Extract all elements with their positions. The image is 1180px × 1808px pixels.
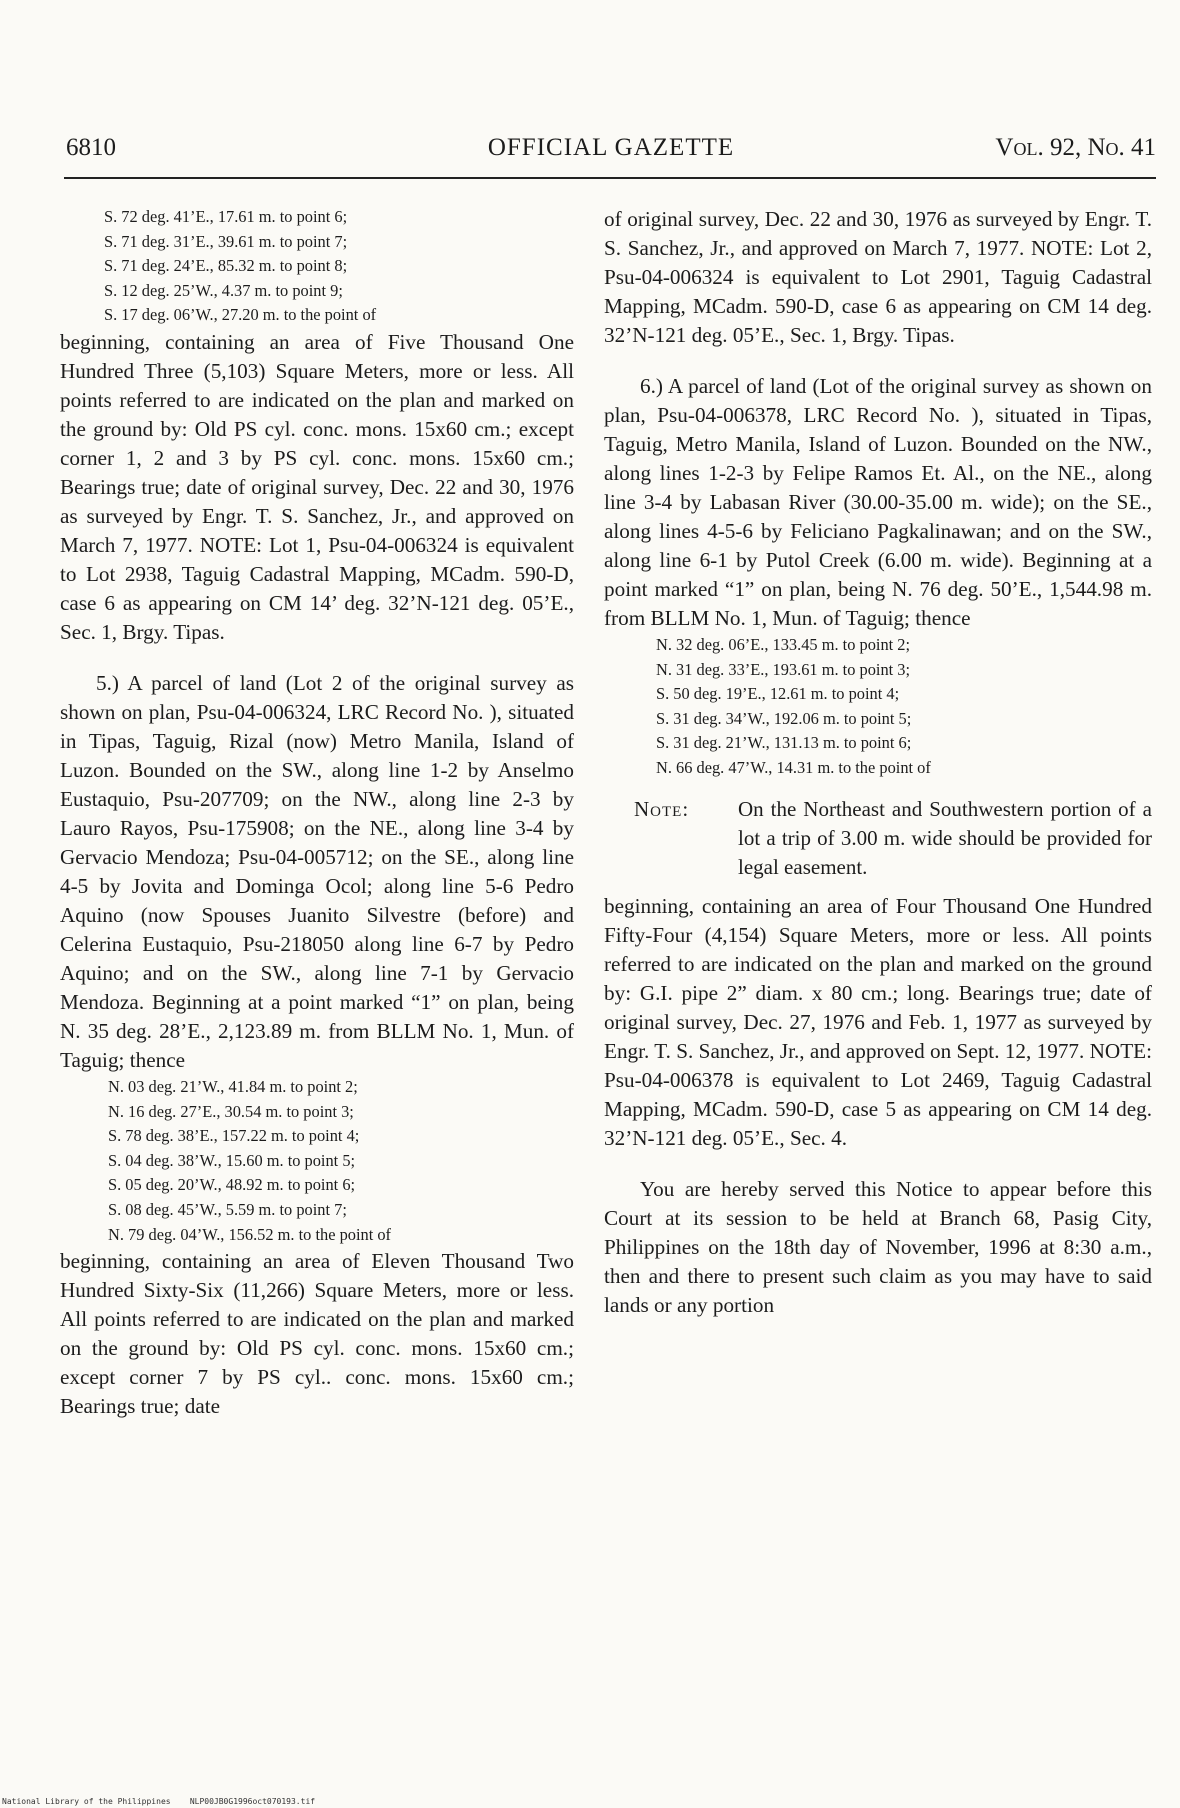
- file-name: NLP00JB0G1996oct070193.tif: [189, 1797, 316, 1806]
- library-name: National Library of the Philippines: [2, 1797, 171, 1806]
- bearing-line: S. 08 deg. 45’W., 5.59 m. to point 7;: [108, 1199, 347, 1219]
- bearing-line: S. 71 deg. 24’E., 85.32 m. to point 8;: [104, 256, 348, 276]
- bearings-list-top: [60, 205, 574, 328]
- page-header: [66, 134, 1156, 174]
- bearing-line: S. 31 deg. 21’W., 131.13 m. to point 6;: [656, 733, 912, 753]
- bearing-line: S. 12 deg. 25’W., 4.37 m. to point 9;: [104, 280, 343, 300]
- parcel-5-description: 5.) A parcel of land (Lot 2 of the original survey as shown on plan, Psu-04-006324, LRC Record No. ), situated in Tipas, Taguig, Rizal (now) Metro Manila, Island of Luzon. Bounded on the SW., along line 1-2 by Anselmo Eustaquio, Psu-207709; on the NW., along line 2-3 by Lauro Rayos, Psu-175908; on the NE., along line 3-4 by Gervacio Mendoza; Psu-04-005712; on the SE., along line 4-5 by Jovita and Dominga Ocol; along line 5-6 Pedro Aquino (now Spouses Juanito Silvestre (before) and Celerina Eustaquio, Psu-218050 along line 6-7 by Pedro Aquino; and on the SW., along line 7-1 by Gervacio Mendoza. Beginning at a point marked “1” on plan, being N. 35 deg. 28’E., 2,123.89 m. from BLLM No. 1, Mun. of Taguig; thence: [60, 670, 574, 1072]
- bearing-line: S. 50 deg. 19’E., 12.61 m. to point 4;: [656, 684, 900, 704]
- bearing-line: S. 31 deg. 34’W., 192.06 m. to point 5;: [656, 708, 912, 728]
- parcel-6-description: 6.) A parcel of land (Lot of the original survey as shown on plan, Psu-04-006378, LRC Record No. ), situated in Tipas, Taguig, Metro Manila, Island of Luzon. Bounded on the NW., along lines 1-2-3 by Felipe Ramos Et. Al., on the NE., along line 3-4 by Labasan River (30.00-35.00 m. wide); on the SE., along lines 4-5-6 by Feliciano Pagkalinawan; and on the SW., along line 6-1 by Putol Creek (6.00 m. wide). Beginning at a point marked “1” on plan, being N. 76 deg. 50’E., 1,544.98 m. from BLLM No. 1, Mun. of Taguig; thence: [604, 374, 1152, 630]
- header-rule: [64, 177, 1156, 179]
- easement-note: [634, 795, 1152, 882]
- bearing-line: S. 72 deg. 41’E., 17.61 m. to point 6;: [104, 207, 348, 226]
- scan-footer: [2, 1797, 315, 1806]
- bearing-line: N. 16 deg. 27’E., 30.54 m. to point 3;: [108, 1101, 354, 1121]
- bearings-list-parcel-6: [604, 633, 1152, 781]
- note-text: On the Northeast and Southwestern portion of a lot a trip of 3.00 m. wide should be provided for legal easement.: [738, 796, 1152, 879]
- volume-number: Vol. 92, No. 41: [995, 134, 1156, 161]
- lot-2-description: of original survey, Dec. 22 and 30, 1976 as surveyed by Engr. T. S. Sanchez, Jr., and approved on March 7, 1977. NOTE: Lot 2, Psu-04-006324 is equivalent to Lot 2901, Taguig Cadastral Mapping, MCadm. 590-D, case 6 as appearing on CM 14 deg. 32’N-121 deg. 05’E., Sec. 1, Brgy. Tipas.: [604, 207, 1152, 347]
- right-column: [604, 205, 1152, 1765]
- bearing-line: S. 04 deg. 38’W., 15.60 m. to point 5;: [108, 1150, 356, 1170]
- note-label: Note:: [634, 796, 690, 821]
- lot-1-description: beginning, containing an area of Five Thousand One Hundred Three (5,103) Square Meters, more or less. All points referred to are indicated on the plan and marked on the ground by: Old PS cyl. conc. mons. 15x60 cm.; except corner 1, 2 and 3 by PS cyl. conc. mons. 15x60 cm.; Bearings true; date of original survey, Dec. 22 and 30, 1976 as surveyed by Engr. T. S. Sanchez, Jr., and approved on March 7, 1977. NOTE: Lot 1, Psu-04-006324 is equivalent to Lot 2938, Taguig Cadastral Mapping, MCadm. 590-D, case 6 as appearing on CM 14’ deg. 32’N-121 deg. 05’E., Sec. 1, Brgy. Tipas.: [60, 329, 574, 644]
- bearings-list-parcel-5: [60, 1075, 574, 1247]
- bearing-line: N. 32 deg. 06’E., 133.45 m. to point 2;: [656, 635, 911, 654]
- bearing-line: S. 05 deg. 20’W., 48.92 m. to point 6;: [108, 1175, 356, 1195]
- parcel-5-area: beginning, containing an area of Eleven Thousand Two Hundred Sixty-Six (11,266) Square Meters, more or less. All points referred to are indicated on the plan and marked on the ground by: Old PS cyl. conc. mons. 15x60 cm.; except corner 7 by PS cyl.. conc. mons. 15x60 cm.; Bearings true; date: [60, 1249, 574, 1419]
- bearing-line: N. 79 deg. 04’W., 156.52 m. to the point of: [108, 1224, 392, 1244]
- bearing-line: N. 03 deg. 21’W., 41.84 m. to point 2;: [108, 1076, 358, 1096]
- bearing-line: S. 78 deg. 38’E., 157.22 m. to point 4;: [108, 1126, 360, 1146]
- court-notice: You are hereby served this Notice to appear before this Court at its session to be held at Branch 68, Pasig City, Philippines on the 18th day of November, 1996 at 8:30 a.m., then and there to present such claim as you may have to said lands or any portion: [604, 1176, 1152, 1317]
- parcel-6-area: beginning, containing an area of Four Thousand One Hundred Fifty-Four (4,154) Square Meters, more or less. All points referred to are indicated on the plan and marked on the ground by: G.I. pipe 2” diam. x 80 cm.; long. Bearings true; date of original survey, Dec. 27, 1976 and Feb. 1, 1977 as surveyed by Engr. T. S. Sanchez, Jr., and approved on Sept. 12, 1977. NOTE: Psu-04-006378 is equivalent to Lot 2469, Taguig Cadastral Mapping, MCadm. 590-D, case 5 as appearing on CM 14 deg. 32’N-121 deg. 05’E., Sec. 4.: [604, 893, 1152, 1150]
- left-column: [60, 205, 574, 1765]
- bearing-line: S. 71 deg. 31’E., 39.61 m. to point 7;: [104, 231, 348, 251]
- bearing-line: N. 66 deg. 47’W., 14.31 m. to the point of: [656, 757, 931, 777]
- bearing-line: N. 31 deg. 33’E., 193.61 m. to point 3;: [656, 659, 911, 679]
- publication-title: OFFICIAL GAZETTE: [487, 134, 735, 161]
- bearing-line: S. 17 deg. 06’W., 27.20 m. to the point of: [104, 305, 377, 325]
- page-number: 6810: [66, 134, 116, 161]
